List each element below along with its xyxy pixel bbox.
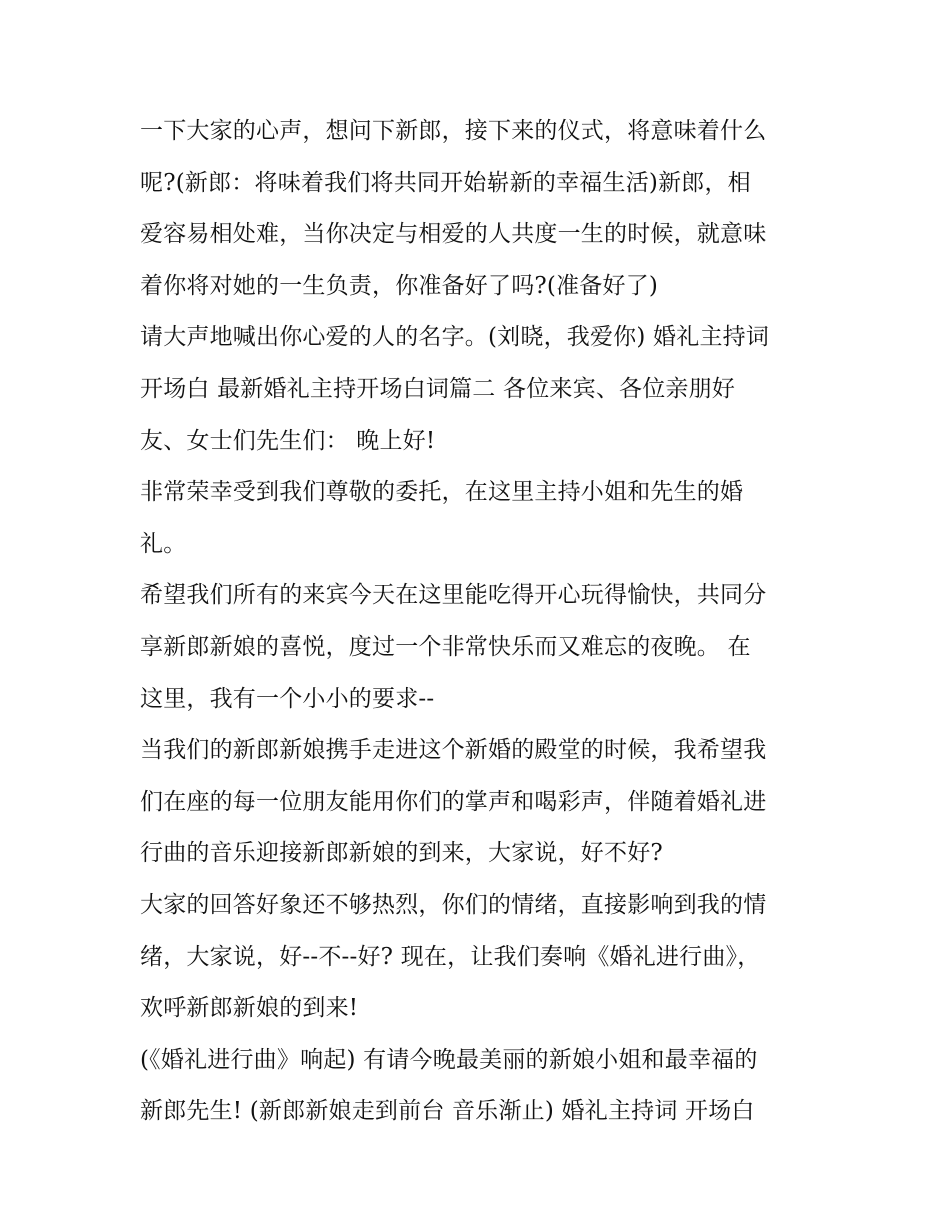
text-line: 非常荣幸受到我们尊敬的委托，在这里主持小姐和先生的婚 <box>140 479 744 506</box>
text-line: 欢呼新郎新娘的到来! <box>140 995 359 1022</box>
text-line: 一下大家的心声，想问下新郎，接下来的仪式，将意味着什么 <box>140 118 767 144</box>
text-line: (《婚礼进行曲》响起) 有请今晚最美丽的新娘小姐和最幸福的 <box>140 1046 758 1073</box>
text-line: 礼。 <box>140 530 187 557</box>
text-line: 请大声地喊出你心爱的人的名字。(刘晓，我爱你) 婚礼主持词 <box>140 324 770 351</box>
text-line: 绪，大家说，好--不--好? 现在，让我们奏响《婚礼进行曲》， <box>140 943 761 970</box>
text-line: 行曲的音乐迎接新郎新娘的到来，大家说，好不好? <box>140 840 663 867</box>
text-line: 爱容易相处难，当你决定与相爱的人共度一生的时候，就意味 <box>140 221 767 248</box>
text-line: 们在座的每一位朋友能用你们的掌声和喝彩声，伴随着婚礼进 <box>140 788 767 815</box>
text-line: 大家的回答好象还不够热烈，你们的情绪，直接影响到我的情 <box>140 891 767 918</box>
text-line: 当我们的新郎新娘携手走进这个新婚的殿堂的时候，我希望我 <box>140 737 767 764</box>
text-line: 新郎先生! (新郎新娘走到前台 音乐渐止) 婚礼主持词 开场白 <box>140 1098 755 1125</box>
text-line: 着你将对她的一生负责，你准备好了吗?(准备好了) <box>140 272 659 299</box>
text-line: 开场白 最新婚礼主持开场白词篇二 各位来宾、各位亲朋好 <box>140 375 736 402</box>
text-line: 享新郎新娘的喜悦，度过一个非常快乐而又难忘的夜晚。 在 <box>140 633 751 660</box>
text-line: 友、女士们先生们： 晚上好! <box>140 427 436 454</box>
text-line: 这里，我有一个小小的要求-- <box>140 685 435 712</box>
text-line: 呢?(新郎：将味着我们将共同开始崭新的幸福生活)新郎，相 <box>140 169 751 196</box>
text-line: 希望我们所有的来宾今天在这里能吃得开心玩得愉快，共同分 <box>140 582 767 609</box>
document-body <box>140 106 830 1138</box>
